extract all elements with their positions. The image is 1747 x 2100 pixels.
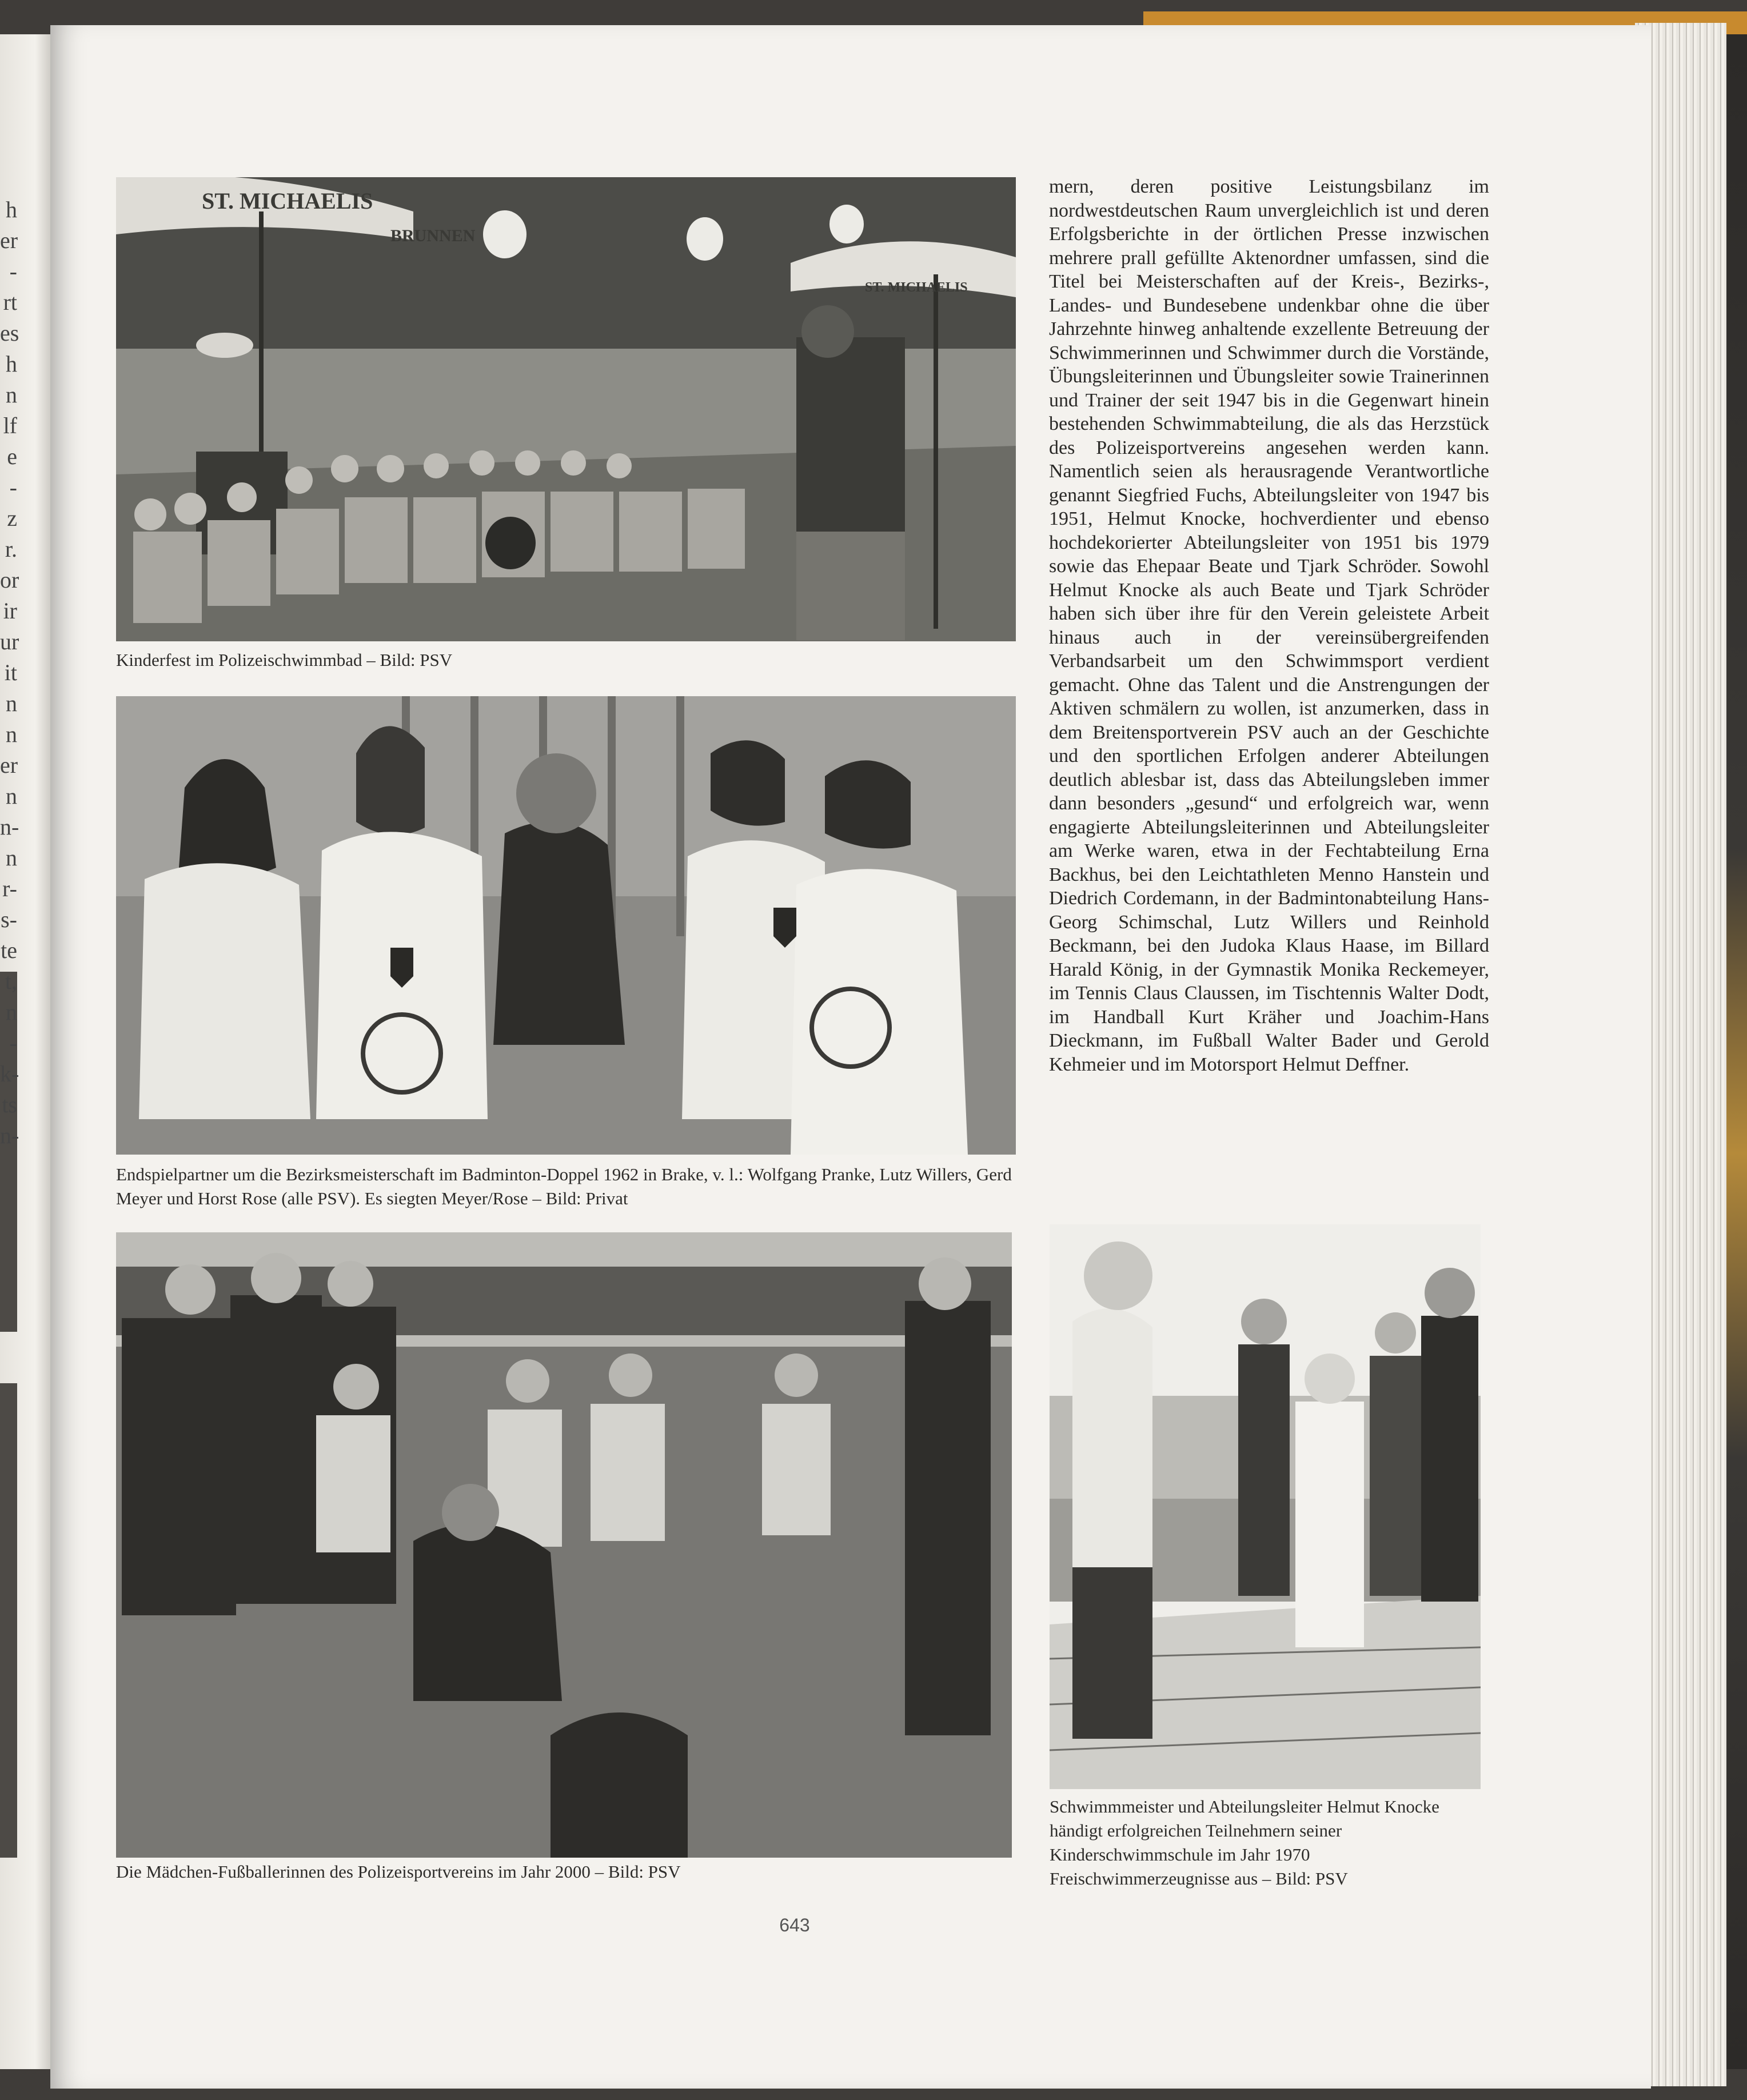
caption-schwimmmeister: Schwimmmeister und Abteilungsleiter Helmut Knocke händigt erfolgreichen Teilnehmern seiner Kinderschwimmschule im Jahr 1970 Freischwimmerzeugnisse aus – Bild: PSV	[1050, 1796, 1439, 1889]
left-page-fragment: -	[9, 1030, 17, 1056]
left-page-fragment: es	[0, 320, 19, 346]
left-page-fragment: r-	[2, 876, 17, 901]
left-page-fragment: -	[9, 258, 17, 284]
left-page-fragment: n-	[0, 814, 19, 840]
left-page-fragment: n	[6, 845, 17, 871]
left-page-fragment: n-	[0, 1123, 19, 1148]
left-page-fragment: n	[6, 999, 17, 1025]
left-page-fragment: n	[6, 690, 17, 716]
left-page-fragment: rt	[3, 289, 17, 315]
photo-kinderfest	[116, 177, 1016, 641]
left-page-fragment: s-	[1, 907, 17, 932]
caption-kinderfest: Kinderfest im Polizeischwimmbad – Bild: PSV	[116, 650, 453, 670]
left-page-fragment: h	[6, 351, 17, 377]
left-page-fragment: te	[1, 937, 17, 963]
left-page-fragment: -	[9, 474, 17, 500]
left-page-fragment: z	[7, 505, 17, 531]
left-page-fragment: t,	[5, 968, 17, 994]
left-page-fragment: e	[7, 444, 17, 469]
left-page-fragment: or	[0, 567, 19, 593]
left-page-fragment: lf	[3, 413, 17, 438]
left-page-fragment: n	[6, 721, 17, 747]
left-page-fragment: k-	[0, 1061, 19, 1087]
left-page-fragment: it	[4, 660, 17, 685]
umbrella-text: BRUNNEN	[390, 226, 476, 245]
left-page-text-fragments	[0, 194, 17, 1151]
left-page-fragment: n	[6, 783, 17, 809]
left-page-fragment: er	[0, 752, 18, 778]
left-page-fragment: ts	[2, 1092, 17, 1117]
left-page-fragment: ur	[0, 629, 19, 654]
article-text: mern, deren positive Leistungsbilanz im nordwestdeutschen Raum unvergleichlich ist und deren Erfolgsberichte in der örtlichen Presse inzwischen mehrere prall gefüllte Aktenordner umfassen, sind die Titel bei Meisterschaften auf der Kreis-, Bezirks-, Landes- und Bundesebene undenkbar ohne die über Jahrzehnte hinweg anhaltende exzellente Betreuung der Schwimmerinnen und Schwimmer durch die Vorstände, Übungsleiterinnen und Übungsleiter sowie Trainerinnen und Trainer der seit 1947 bis in die Gegenwart hinein bestehenden Schwimmabteilung, die als das Herzstück des Polizeisportvereins angesehen werden kann. Namentlich seien als herausragende Verantwortliche genannt Siegfried Fuchs, Abteilungsleiter von 1947 bis 1951, Helmut Knocke, hochverdienter und ebenso hochdekorierter Abteilungsleiter von 1951 bis 1979 sowie das Ehepaar Beate und Tjark Schröder. Sowohl Helmut Knocke als auch Beate und Tjark Schröder haben sich über ihre für den Verein geleistete Arbeit hinaus auch in der vereinsübergreifenden Verbandsarbeit um den Schwimmsport verdient gemacht. Ohne das Talent und die Anstrengungen der Aktiven schmälern zu wollen, ist anzumerken, dass in dem Breitensportverein PSV auch an der Geschichte und den sportlichen Erfolgen anderer Abteilungen deutlich ablesbar ist, dass das Abteilungsleben immer dann besonders „gesund“ und erfolgreich war, wenn engagierte Abteilungsleiterinnen und Abteilungsleiter am Werke waren, etwa in der Fechtabteilung Erna Backhus, bei den Leichtathleten Menno Hanstein und Diedrich Cordemann, in der Badmintonabteilung Hans-Georg Schimschal, Lutz Willers und Reinhold Beckmann, bei den Judoka Klaus Haase, im Billard Harald König, in der Gymnastik Monika Reckemeyer, im Tennis Claus Claussen, im Tischtennis Walter Dodt, im Handball Kurt Kräher und Joachim-Hans Dieckmann, im Fußball Walter Bader und Gerold Kehmeier und im Motorsport Helmut Deffner.	[1049, 176, 1489, 1075]
left-page-fragment: h	[6, 197, 17, 222]
left-page-fragment: ir	[3, 598, 17, 624]
umbrella-text: ST. MICHAELIS	[865, 280, 968, 295]
caption-badminton: Endspielpartner um die Bezirksmeisterschaft im Badminton-Doppel 1962 in Brake, v. l.: Wolfgang Pranke, Lutz Willers, Gerd Meyer und Horst Rose (alle PSV). Es siegten Meyer/Rose – Bild: Privat	[116, 1164, 1012, 1208]
photo-schwimmmeister	[1050, 1224, 1481, 1789]
umbrella-text: ST. MICHAELIS	[202, 188, 373, 214]
photo-badminton	[116, 696, 1016, 1155]
left-page-fragment: n	[6, 382, 17, 408]
photo-fussball	[116, 1232, 1012, 1858]
caption-fussball: Die Mädchen-Fußballerinnen des Polizeisportvereins im Jahr 2000 – Bild: PSV	[116, 1862, 681, 1882]
left-page-fragment: r.	[5, 536, 17, 562]
left-page-photo-fragment	[0, 1383, 17, 1858]
left-page-fragment: er	[0, 227, 18, 253]
page-number: 643	[779, 1915, 810, 1935]
